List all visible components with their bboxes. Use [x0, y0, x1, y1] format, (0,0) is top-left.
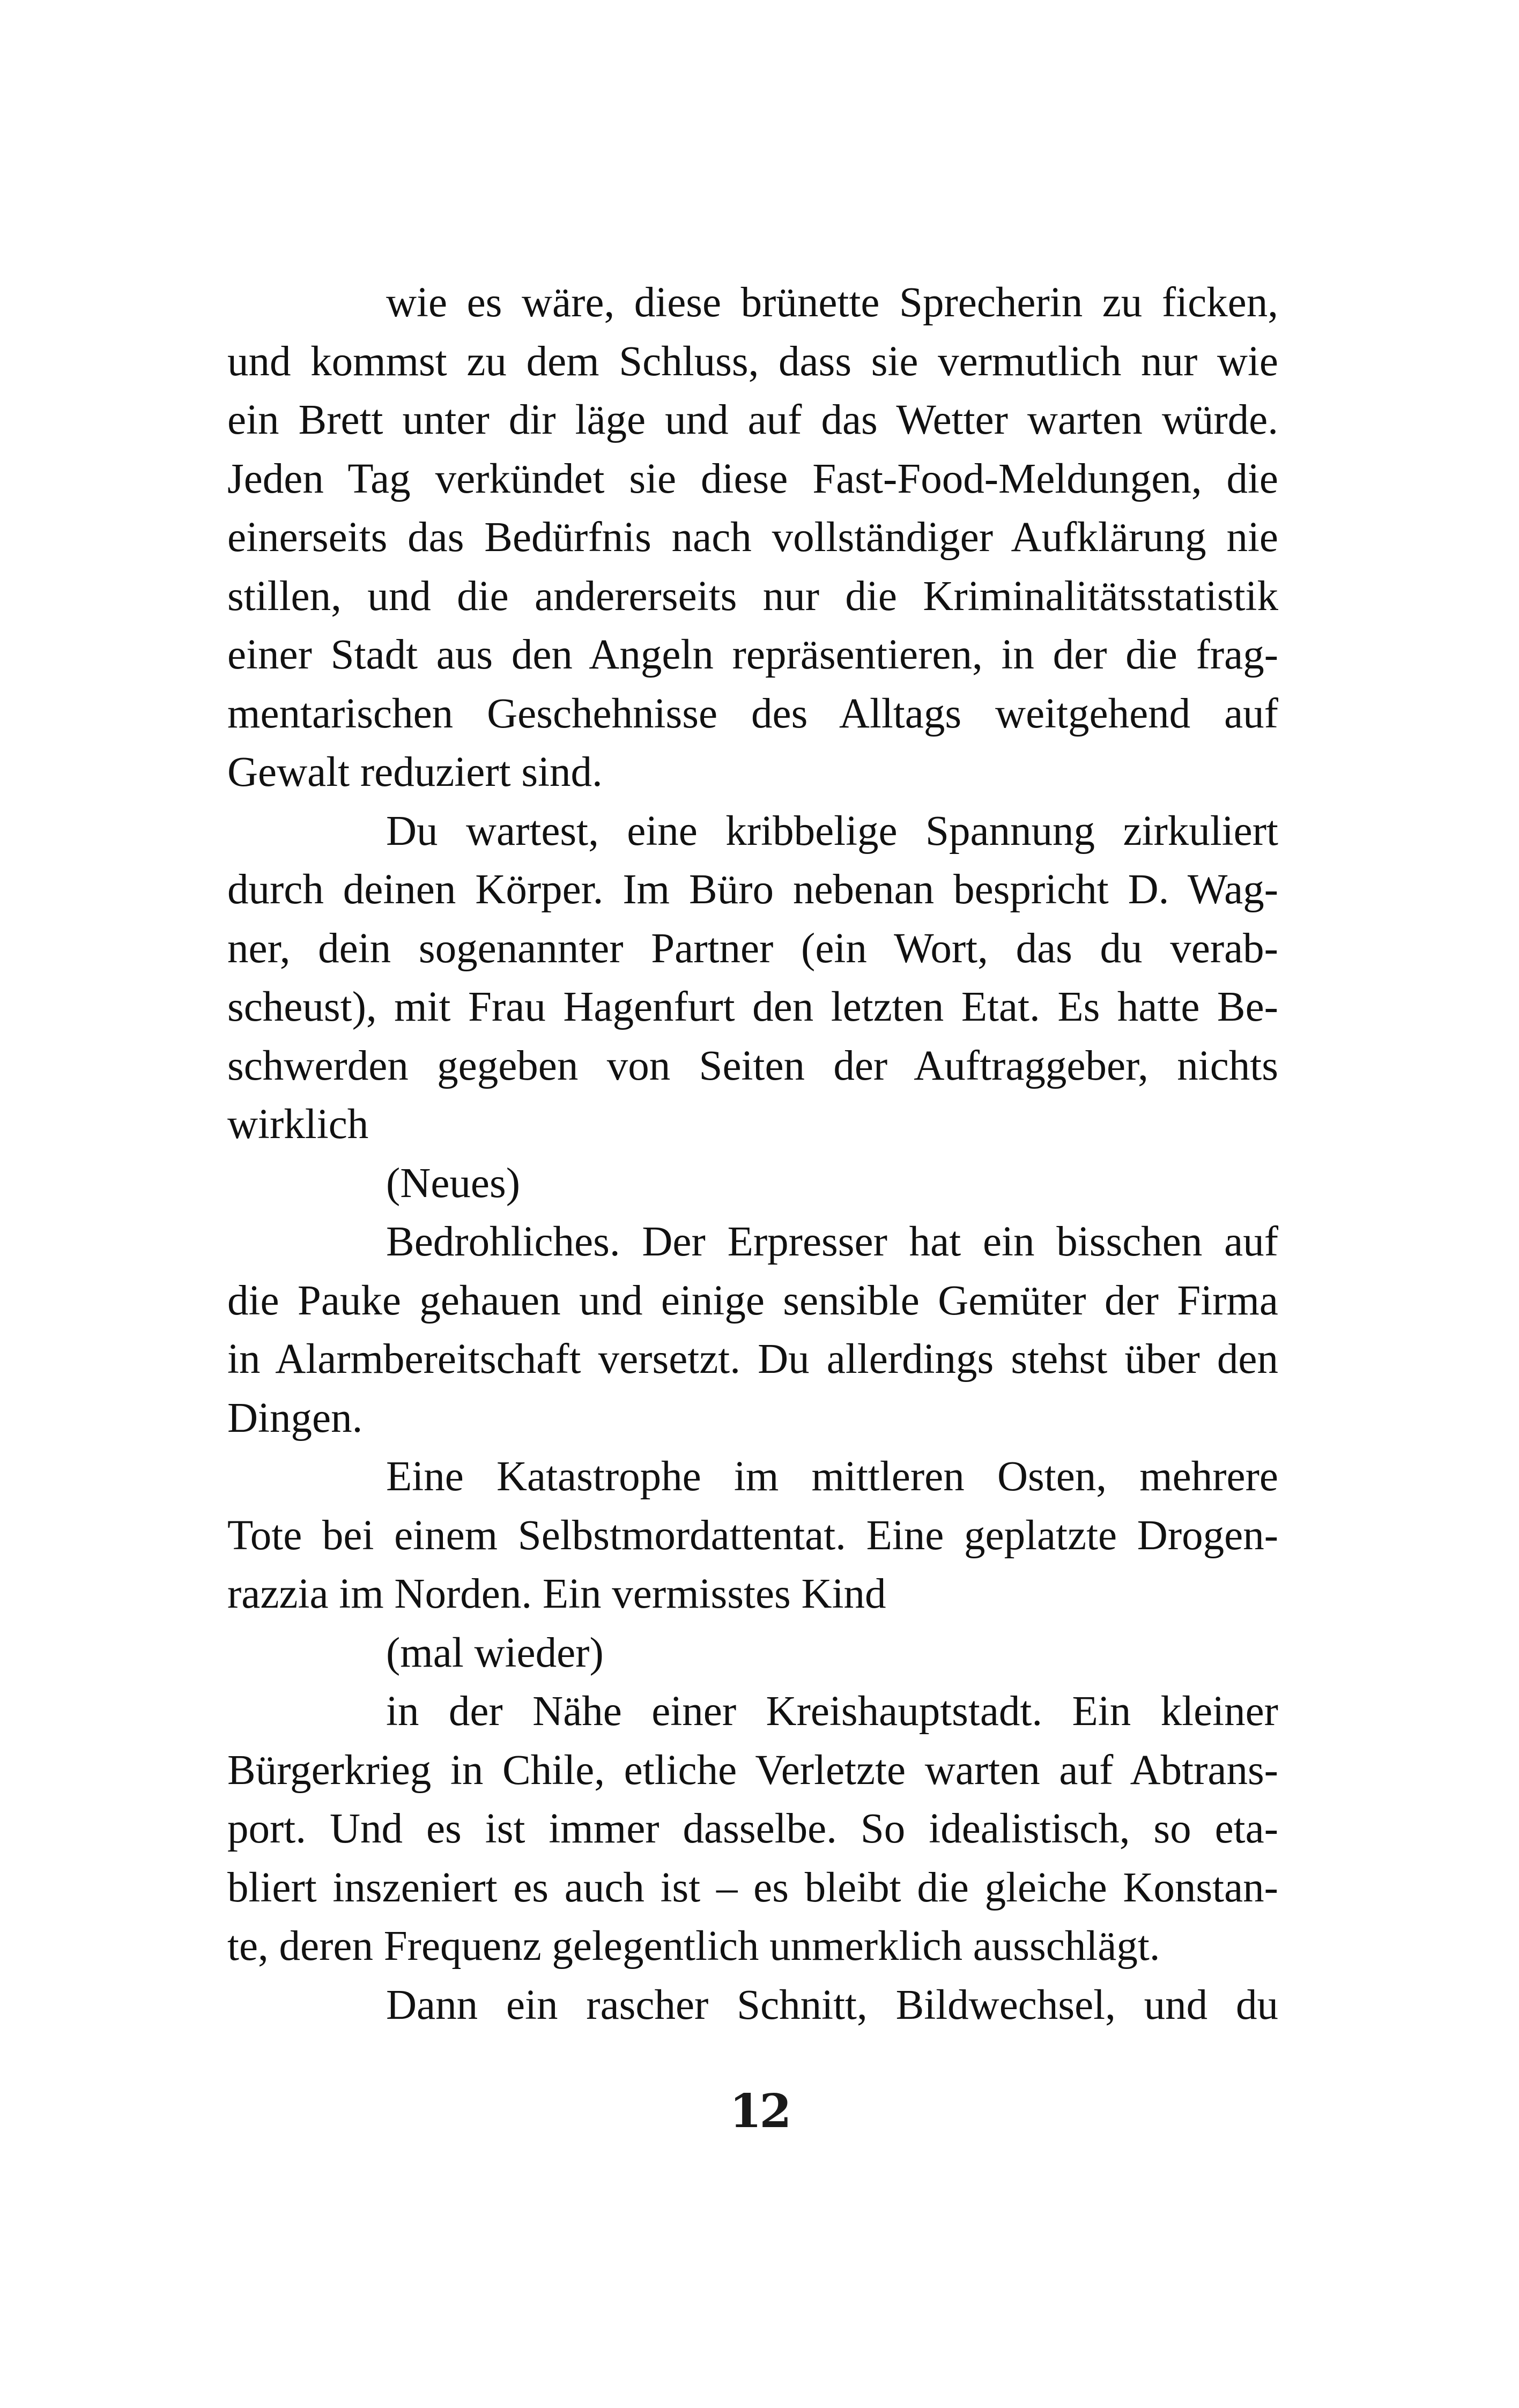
text-line: in Alarmbereitschaft versetzt. Du allerdings stehst über den [227, 1336, 1278, 1383]
text-line: port. Und es ist immer dasselbe. So idealistisch, so eta- [227, 1805, 1278, 1852]
text-line: einer Stadt aus den Angeln repräsentieren, in der die frag- [227, 631, 1278, 678]
text-line: Tote bei einem Selbstmordattentat. Eine geplatzte Drogen- [227, 1512, 1278, 1559]
text-line: schwerden gegeben von Seiten der Auftraggeber, nichts [227, 1042, 1278, 1089]
text-line: Du wartest, eine kribbelige Spannung zirkuliert [386, 807, 1278, 854]
text-line: scheust), mit Frau Hagenfurt den letzten Etat. Es hatte Be- [227, 984, 1278, 1030]
text-line: wie es wäre, diese brünette Sprecherin zu ficken, [386, 279, 1278, 326]
body-text [227, 273, 1278, 2034]
text-line: und kommst zu dem Schluss, dass sie vermutlich nur wie [227, 338, 1278, 385]
text-line: ein Brett unter dir läge und auf das Wetter warten würde. [227, 397, 1278, 443]
text-line: Jeden Tag verkündet sie diese Fast-Food-Meldungen, die [227, 455, 1278, 502]
text-line: in der Nähe einer Kreishauptstadt. Ein kleiner [386, 1688, 1278, 1735]
text-line: Bedrohliches. Der Erpresser hat ein bisschen auf [386, 1218, 1278, 1265]
text-line: te, deren Frequenz gelegentlich unmerklich ausschlägt. [227, 1923, 1160, 1969]
text-line: (Neues) [386, 1160, 521, 1207]
text-line: die Pauke gehauen und einige sensible Gemüter der Firma [227, 1277, 1278, 1324]
text-line: einerseits das Bedürfnis nach vollständiger Aufklärung nie [227, 514, 1278, 561]
text-line: wirklich [227, 1101, 369, 1148]
text-line: (mal wieder) [386, 1629, 604, 1676]
text-line: bliert inszeniert es auch ist – es bleibt die gleiche Konstan- [227, 1864, 1278, 1911]
text-line: durch deinen Körper. Im Büro nebenan bespricht D. Wag- [227, 866, 1278, 913]
text-line: stillen, und die andererseits nur die Kriminalitätsstatistik [227, 573, 1278, 620]
text-line: Dingen. [227, 1394, 363, 1441]
text-line: Bürgerkrieg in Chile, etliche Verletzte warten auf Abtrans- [227, 1746, 1278, 1794]
text-line: Dann ein rascher Schnitt, Bildwechsel, und du [386, 1981, 1278, 2028]
text-line: mentarischen Geschehnisse des Alltags weitgehend auf [227, 690, 1278, 737]
text-line: Gewalt reduziert sind. [227, 749, 603, 796]
text-line: ner, dein sogenannter Partner (ein Wort, das du verab- [227, 925, 1278, 972]
text-line: Eine Katastrophe im mittleren Osten, mehrere [386, 1453, 1278, 1500]
text-line: razzia im Norden. Ein vermisstes Kind [227, 1571, 886, 1617]
page-number: 12 [729, 2084, 790, 2138]
